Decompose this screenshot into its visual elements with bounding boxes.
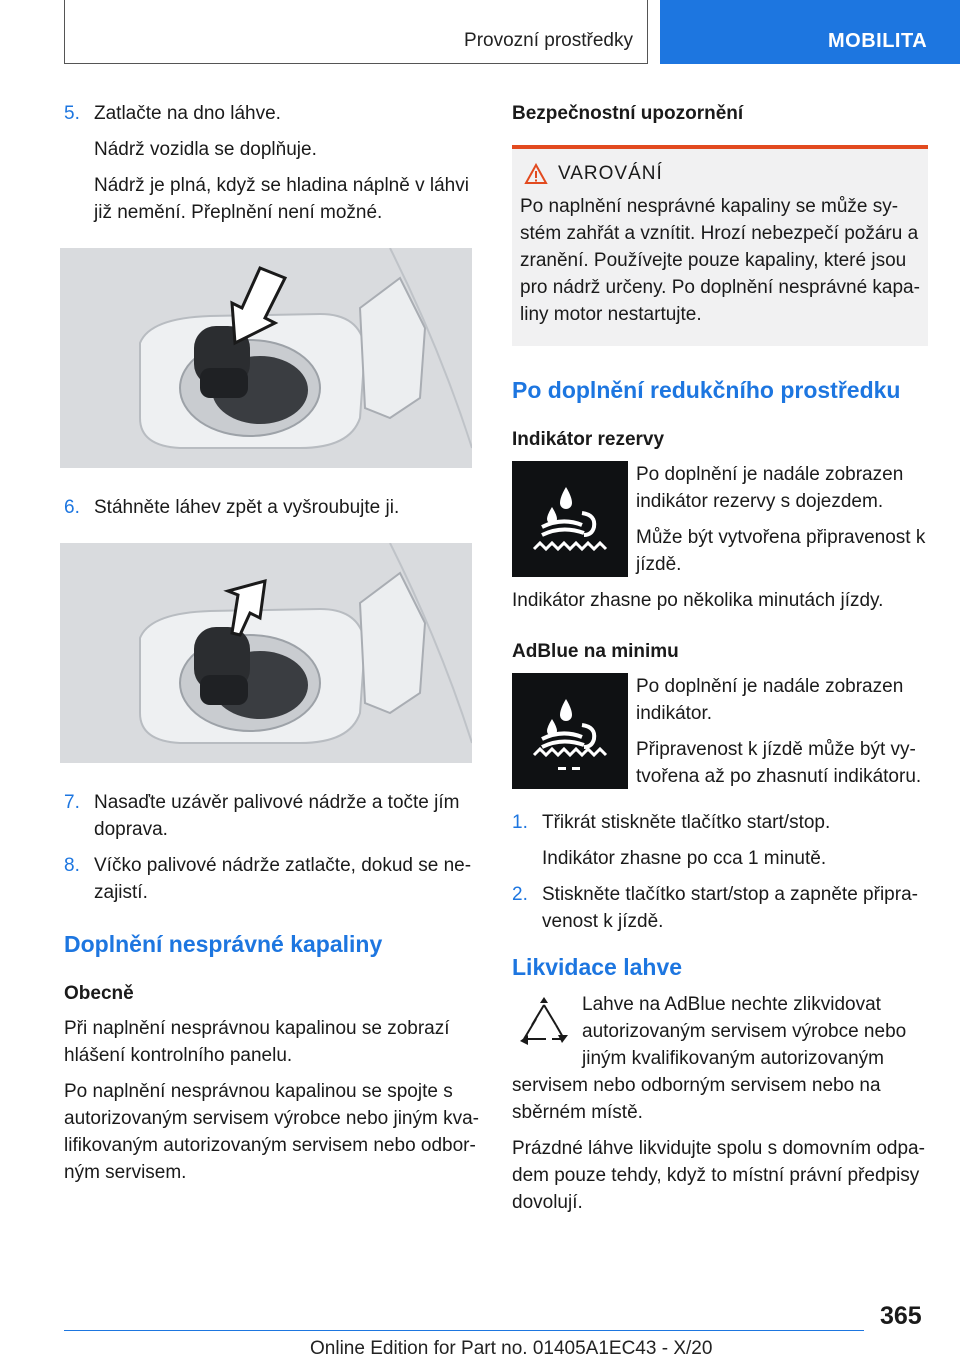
disposal-text-1: Lahve na AdBlue nechte zlikvidovat autorizovaným servisem výrobce nebo jiným kvalifikovaným autorizovaným servisem nebo odborným servisem nebo na sběrném místě. — [512, 994, 907, 1123]
step-text: Nasaďte uzávěr palivové nádrže a točte jím doprava. — [94, 792, 460, 840]
page-number: 365 — [880, 1302, 922, 1330]
header-section-tab — [64, 0, 648, 64]
left-column — [64, 100, 480, 1186]
safety-heading: Bezpečnostní upozornění — [512, 103, 744, 124]
step-text: Stiskněte tlačítko start/stop a zapněte připravenost k jízdě. — [542, 884, 918, 932]
step-5-sub-1: Nádrž vozidla se doplňuje. — [94, 139, 317, 160]
reserve-text-2: Může být vytvořena připravenost k jízdě. — [636, 527, 926, 575]
step-1-sub: Indikátor zhasne po cca 1 minutě. — [542, 848, 827, 869]
step-5 — [64, 100, 480, 127]
section-heading: Po doplnění redukčního prostředku — [512, 377, 901, 403]
step-number: 5. — [64, 103, 80, 124]
step-7 — [64, 789, 480, 843]
warning-triangle-icon — [524, 163, 548, 185]
warning-text: Po naplnění nesprávné kapaliny se může systém zahřát a vznítit. Hrozí nebezpečí požáru a zranění. Používejte pouze kapaliny, které jsou pro nádrž určeny. Po doplnění nesprávné kapaliny motor nestartujte. — [520, 196, 920, 325]
step-text: Zatlačte na dno láhve. — [94, 103, 281, 124]
step-5-sub-2: Nádrž je plná, když se hladina náplně v láhvi již nemění. Přeplnění není možné. — [94, 175, 469, 223]
warning-title: VAROVÁNÍ — [520, 163, 920, 185]
step-8 — [64, 852, 480, 906]
recycle-icon — [516, 991, 572, 1061]
right-column — [512, 100, 928, 1216]
step-number: 2. — [512, 884, 528, 905]
section-heading: Doplnění nesprávné kapaliny — [64, 931, 383, 957]
step-text: Třikrát stiskněte tlačítko start/stop. — [542, 812, 831, 833]
step-2 — [512, 881, 928, 935]
disposal-heading: Likvidace lahve — [512, 954, 683, 980]
step-number: 6. — [64, 497, 80, 518]
header-chapter-tab — [660, 0, 960, 64]
step-1 — [512, 809, 928, 836]
adblue-reserve-indicator-icon — [512, 461, 628, 577]
header-chapter-title: MOBILITA — [828, 30, 928, 52]
footer-edition: Online Edition for Part no. 01405A1EC43 - X/20 — [310, 1338, 713, 1359]
reserve-text-1: Po doplnění je nadále zobrazen indikátor rezervy s dojezdem. — [636, 464, 904, 512]
paragraph: Při naplnění nesprávnou kapalinou se zobrazí hlášení kontrolního panelu. — [64, 1018, 450, 1066]
step-text: Víčko palivové nádrže zatlačte, dokud se nezajistí. — [94, 855, 472, 903]
bottle-insert-photo — [60, 248, 472, 468]
fuel-filler-illustration — [60, 248, 472, 468]
step-6 — [64, 494, 480, 521]
reserve-heading: Indikátor rezervy — [512, 429, 665, 450]
step-number: 8. — [64, 855, 80, 876]
step-number: 1. — [512, 812, 528, 833]
adblue-minimum-indicator-icon — [512, 673, 628, 789]
reserve-text-3: Indikátor zhasne po několika minutách jízdy. — [512, 590, 884, 611]
step-number: 7. — [64, 792, 80, 813]
disposal-text-2: Prázdné láhve likvidujte spolu s domovním odpadem pouze tehdy, když to místní právní předpisy dovolují. — [512, 1138, 925, 1213]
step-text: Stáhněte láhev zpět a vyšroubujte ji. — [94, 497, 400, 518]
bottle-remove-photo — [60, 543, 472, 763]
footer-rule — [64, 1330, 864, 1331]
minimum-text-2: Připravenost k jízdě může být vytvořena až po zhasnutí indikátoru. — [636, 739, 922, 787]
minimum-text-1: Po doplnění je nadále zobrazen indikátor. — [636, 676, 904, 724]
fuel-filler-illustration — [60, 543, 472, 763]
sub-heading: Obecně — [64, 983, 134, 1004]
header-section-title: Provozní prostředky — [464, 30, 633, 51]
minimum-heading: AdBlue na minimu — [512, 641, 679, 662]
warning-box — [512, 145, 928, 346]
paragraph: Po naplnění nesprávnou kapalinou se spojte s autorizovaným servisem výrobce nebo jiným kvalifikovaným autorizovaným servisem nebo odborným servisem. — [64, 1081, 479, 1183]
